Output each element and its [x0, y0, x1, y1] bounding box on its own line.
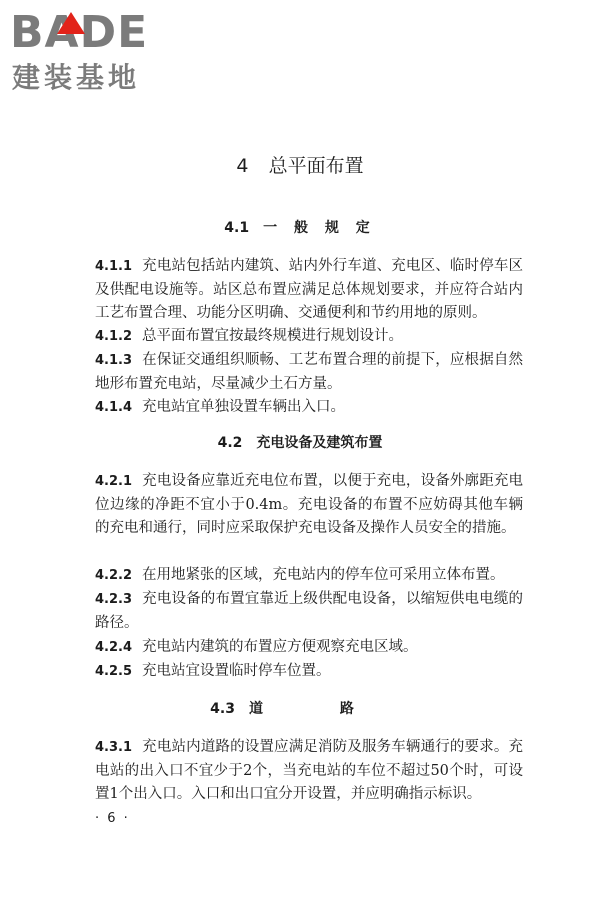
clause-text: 在用地紧张的区域，充电站内的停车位可采用立体布置。 [142, 567, 505, 583]
section-title: 道 路 [248, 701, 390, 717]
section-title: 一 般 规 定 [263, 220, 376, 236]
section-number: 4.2 [217, 435, 243, 451]
clause-4-2-5 [95, 660, 523, 684]
clause-text: 充电站内建筑的布置应方便观察充电区域。 [142, 639, 418, 655]
section-number: 4.1 [224, 220, 250, 236]
clause-4-1-2 [95, 325, 523, 349]
clause-4-1-3 [95, 349, 523, 396]
logo-brand: BADE [10, 7, 149, 58]
clause-number: 4.2.5 [95, 664, 133, 679]
clause-number: 4.2.2 [95, 568, 133, 583]
logo-subtitle: 建装基地 [12, 61, 141, 94]
clause-text: 充电站包括站内建筑、站内外行车道、充电区、临时停车区及供配电设施等。站区总布置应满足总体规划要求，并应符合站内工艺布置合理、功能分区明确、交通便利和节约用地的原则。 [95, 258, 523, 321]
clause-number: 4.1.3 [95, 353, 133, 368]
clause-text: 充电设备应靠近充电位布置，以便于充电，设备外廓距充电位边缘的净距不宜小于0.4m。充电设备的布置不应妨碍其他车辆的充电和通行，同时应采取保护充电设备及操作人员安全的措施。 [95, 473, 523, 536]
logo-accent-triangle [57, 12, 85, 34]
logo [10, 7, 180, 96]
clause-text: 充电站宜设置临时停车位置。 [142, 663, 331, 679]
chapter-name: 总平面布置 [268, 155, 364, 177]
section-heading-4-1 [0, 217, 600, 239]
clause-4-1-1 [95, 255, 523, 326]
clause-4-2-4 [95, 636, 523, 660]
clause-text: 充电站宜单独设置车辆出入口。 [142, 399, 346, 415]
clause-4-2-3 [95, 588, 523, 635]
clause-number: 4.1.4 [95, 400, 133, 415]
clause-4-2-2 [95, 564, 523, 588]
page-number: · 6 · [95, 811, 130, 826]
section-title: 充电设备及建筑布置 [256, 435, 383, 451]
chapter-title [0, 152, 600, 180]
clause-number: 4.2.3 [95, 592, 133, 607]
clause-4-1-4 [95, 396, 523, 420]
clause-4-2-1 [95, 470, 523, 541]
clause-number: 4.1.1 [95, 259, 133, 274]
section-heading-4-3 [0, 698, 600, 720]
section-heading-4-2 [0, 432, 600, 454]
clause-number: 4.3.1 [95, 740, 133, 755]
clause-text: 充电站内道路的设置应满足消防及服务车辆通行的要求。充电站的出入口不宜少于2个，当充电站的车位不超过50个时，可设置1个出入口。入口和出口宜分开设置，并应明确指示标识。 [95, 739, 523, 802]
clause-number: 4.1.2 [95, 329, 133, 344]
clause-text: 充电设备的布置宜靠近上级供配电设备，以缩短供电电缆的路径。 [95, 591, 523, 631]
clause-text: 在保证交通组织顺畅、工艺布置合理的前提下，应根据自然地形布置充电站，尽量减少土石方量。 [95, 352, 523, 392]
clause-number: 4.2.1 [95, 474, 133, 489]
clause-text: 总平面布置宜按最终规模进行规划设计。 [142, 328, 404, 344]
chapter-number: 4 [236, 155, 249, 177]
clause-4-3-1 [95, 736, 523, 807]
clause-number: 4.2.4 [95, 640, 133, 655]
section-number: 4.3 [210, 701, 235, 717]
